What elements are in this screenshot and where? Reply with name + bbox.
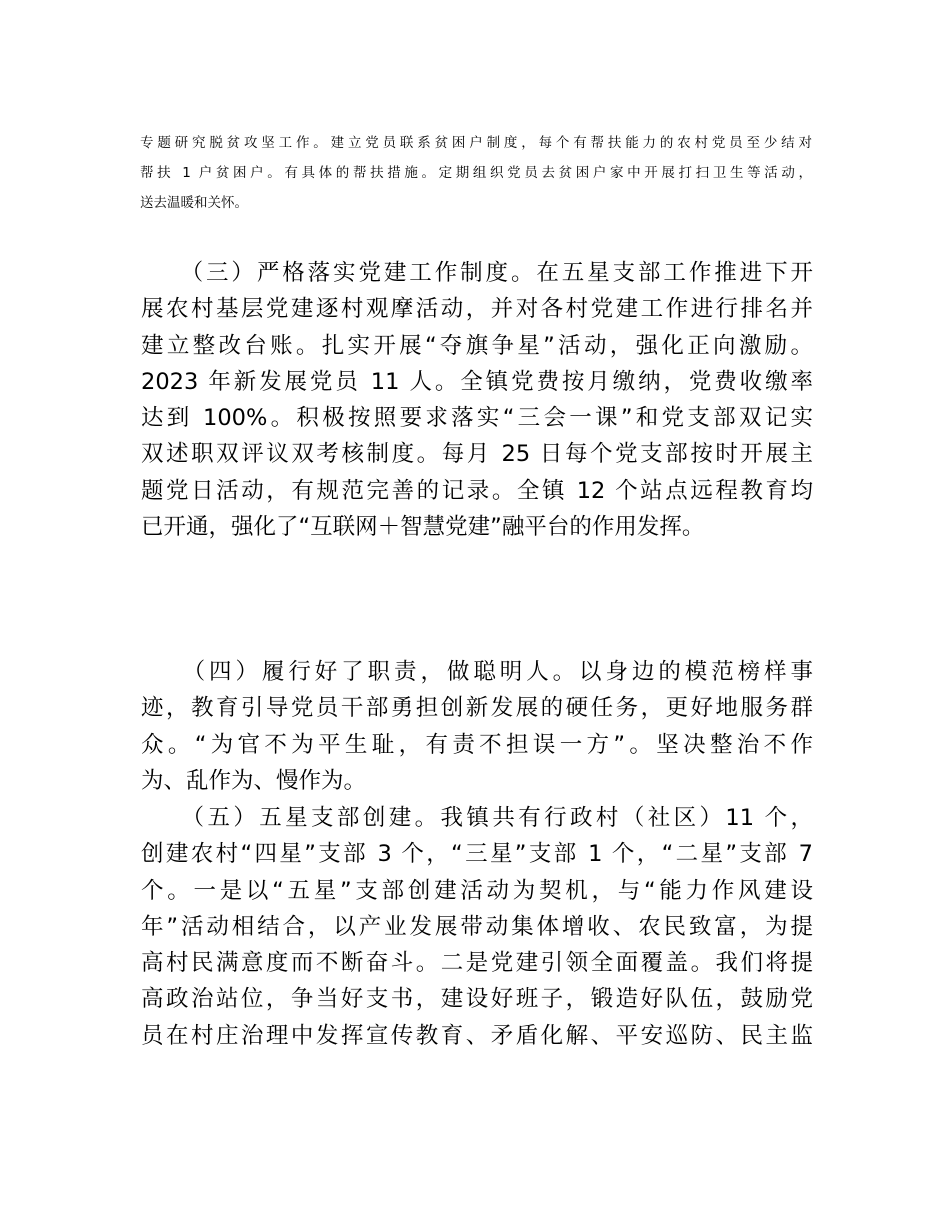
section-3-line-4: 2023 年新发展党员 11 人。全镇党费按月缴纳，党费收缴率 xyxy=(141,368,813,395)
section-5-line-3: 个。一是以“五星”支部创建活动为契机，与“能力作风建设 xyxy=(141,877,813,904)
section-4-line-3: 众。“为官不为平生耻，有责不担误一方”。坚决整治不作 xyxy=(141,731,813,758)
section-3-line-2: 展农村基层党建逐村观摩活动，并对各村党建工作进行排名并 xyxy=(141,296,813,323)
section-5-line-1: （五）五星支部创建。我镇共有行政村（社区）11 个， xyxy=(141,805,813,831)
section-5-line-6: 高政治站位，争当好支书，建设好班子，锻造好队伍，鼓励党 xyxy=(141,986,813,1013)
intro-line-3: 送去温暖和关怀。 xyxy=(140,195,248,211)
section-3-line-6: 双述职双评议双考核制度。每月 25 日每个党支部按时开展主 xyxy=(141,441,813,468)
section-4-line-4: 为、乱作为、慢作为。 xyxy=(141,767,367,794)
section-3-line-1: （三）严格落实党建工作制度。在五星支部工作推进下开 xyxy=(141,260,813,286)
section-5-line-5: 高村民满意度而不断奋斗。二是党建引领全面覆盖。我们将提 xyxy=(141,950,813,977)
section-3-line-3: 建立整改台账。扎实开展“夺旗争星”活动，强化正向激励。 xyxy=(141,332,813,359)
section-3-line-5: 达到 100%。积极按照要求落实“三会一课”和党支部双记实 xyxy=(141,405,813,432)
section-5-paragraph xyxy=(141,800,813,1054)
section-4-line-2: 迹，教育引导党员干部勇担创新发展的硬任务，更好地服务群 xyxy=(141,695,813,722)
intro-paragraph xyxy=(140,128,812,218)
section-3-paragraph xyxy=(141,255,813,545)
section-5-line-7: 员在村庄治理中发挥宣传教育、矛盾化解、平安巡防、民主监 xyxy=(141,1022,813,1049)
section-5-line-4: 年”活动相结合，以产业发展带动集体增收、农民致富，为提 xyxy=(141,913,813,940)
section-4-line-1: （四）履行好了职责，做聪明人。以身边的模范榜样事 xyxy=(141,659,813,685)
intro-line-2: 帮扶 1 户贫困户。有具体的帮扶措施。定期组织党员去贫困户家中开展打扫卫生等活动， xyxy=(140,165,812,181)
intro-line-1: 专题研究脱贫攻坚工作。建立党员联系贫困户制度，每个有帮扶能力的农村党员至少结对 xyxy=(140,135,812,151)
section-5-line-2: 创建农村“四星”支部 3 个，“三星”支部 1 个，“二星”支部 7 xyxy=(141,841,813,868)
section-3-line-7: 题党日活动，有规范完善的记录。全镇 12 个站点远程教育均 xyxy=(141,477,813,504)
section-4-paragraph xyxy=(141,654,813,799)
section-3-line-8: 已开通，强化了“互联网＋智慧党建”融平台的作用发挥。 xyxy=(141,514,705,541)
